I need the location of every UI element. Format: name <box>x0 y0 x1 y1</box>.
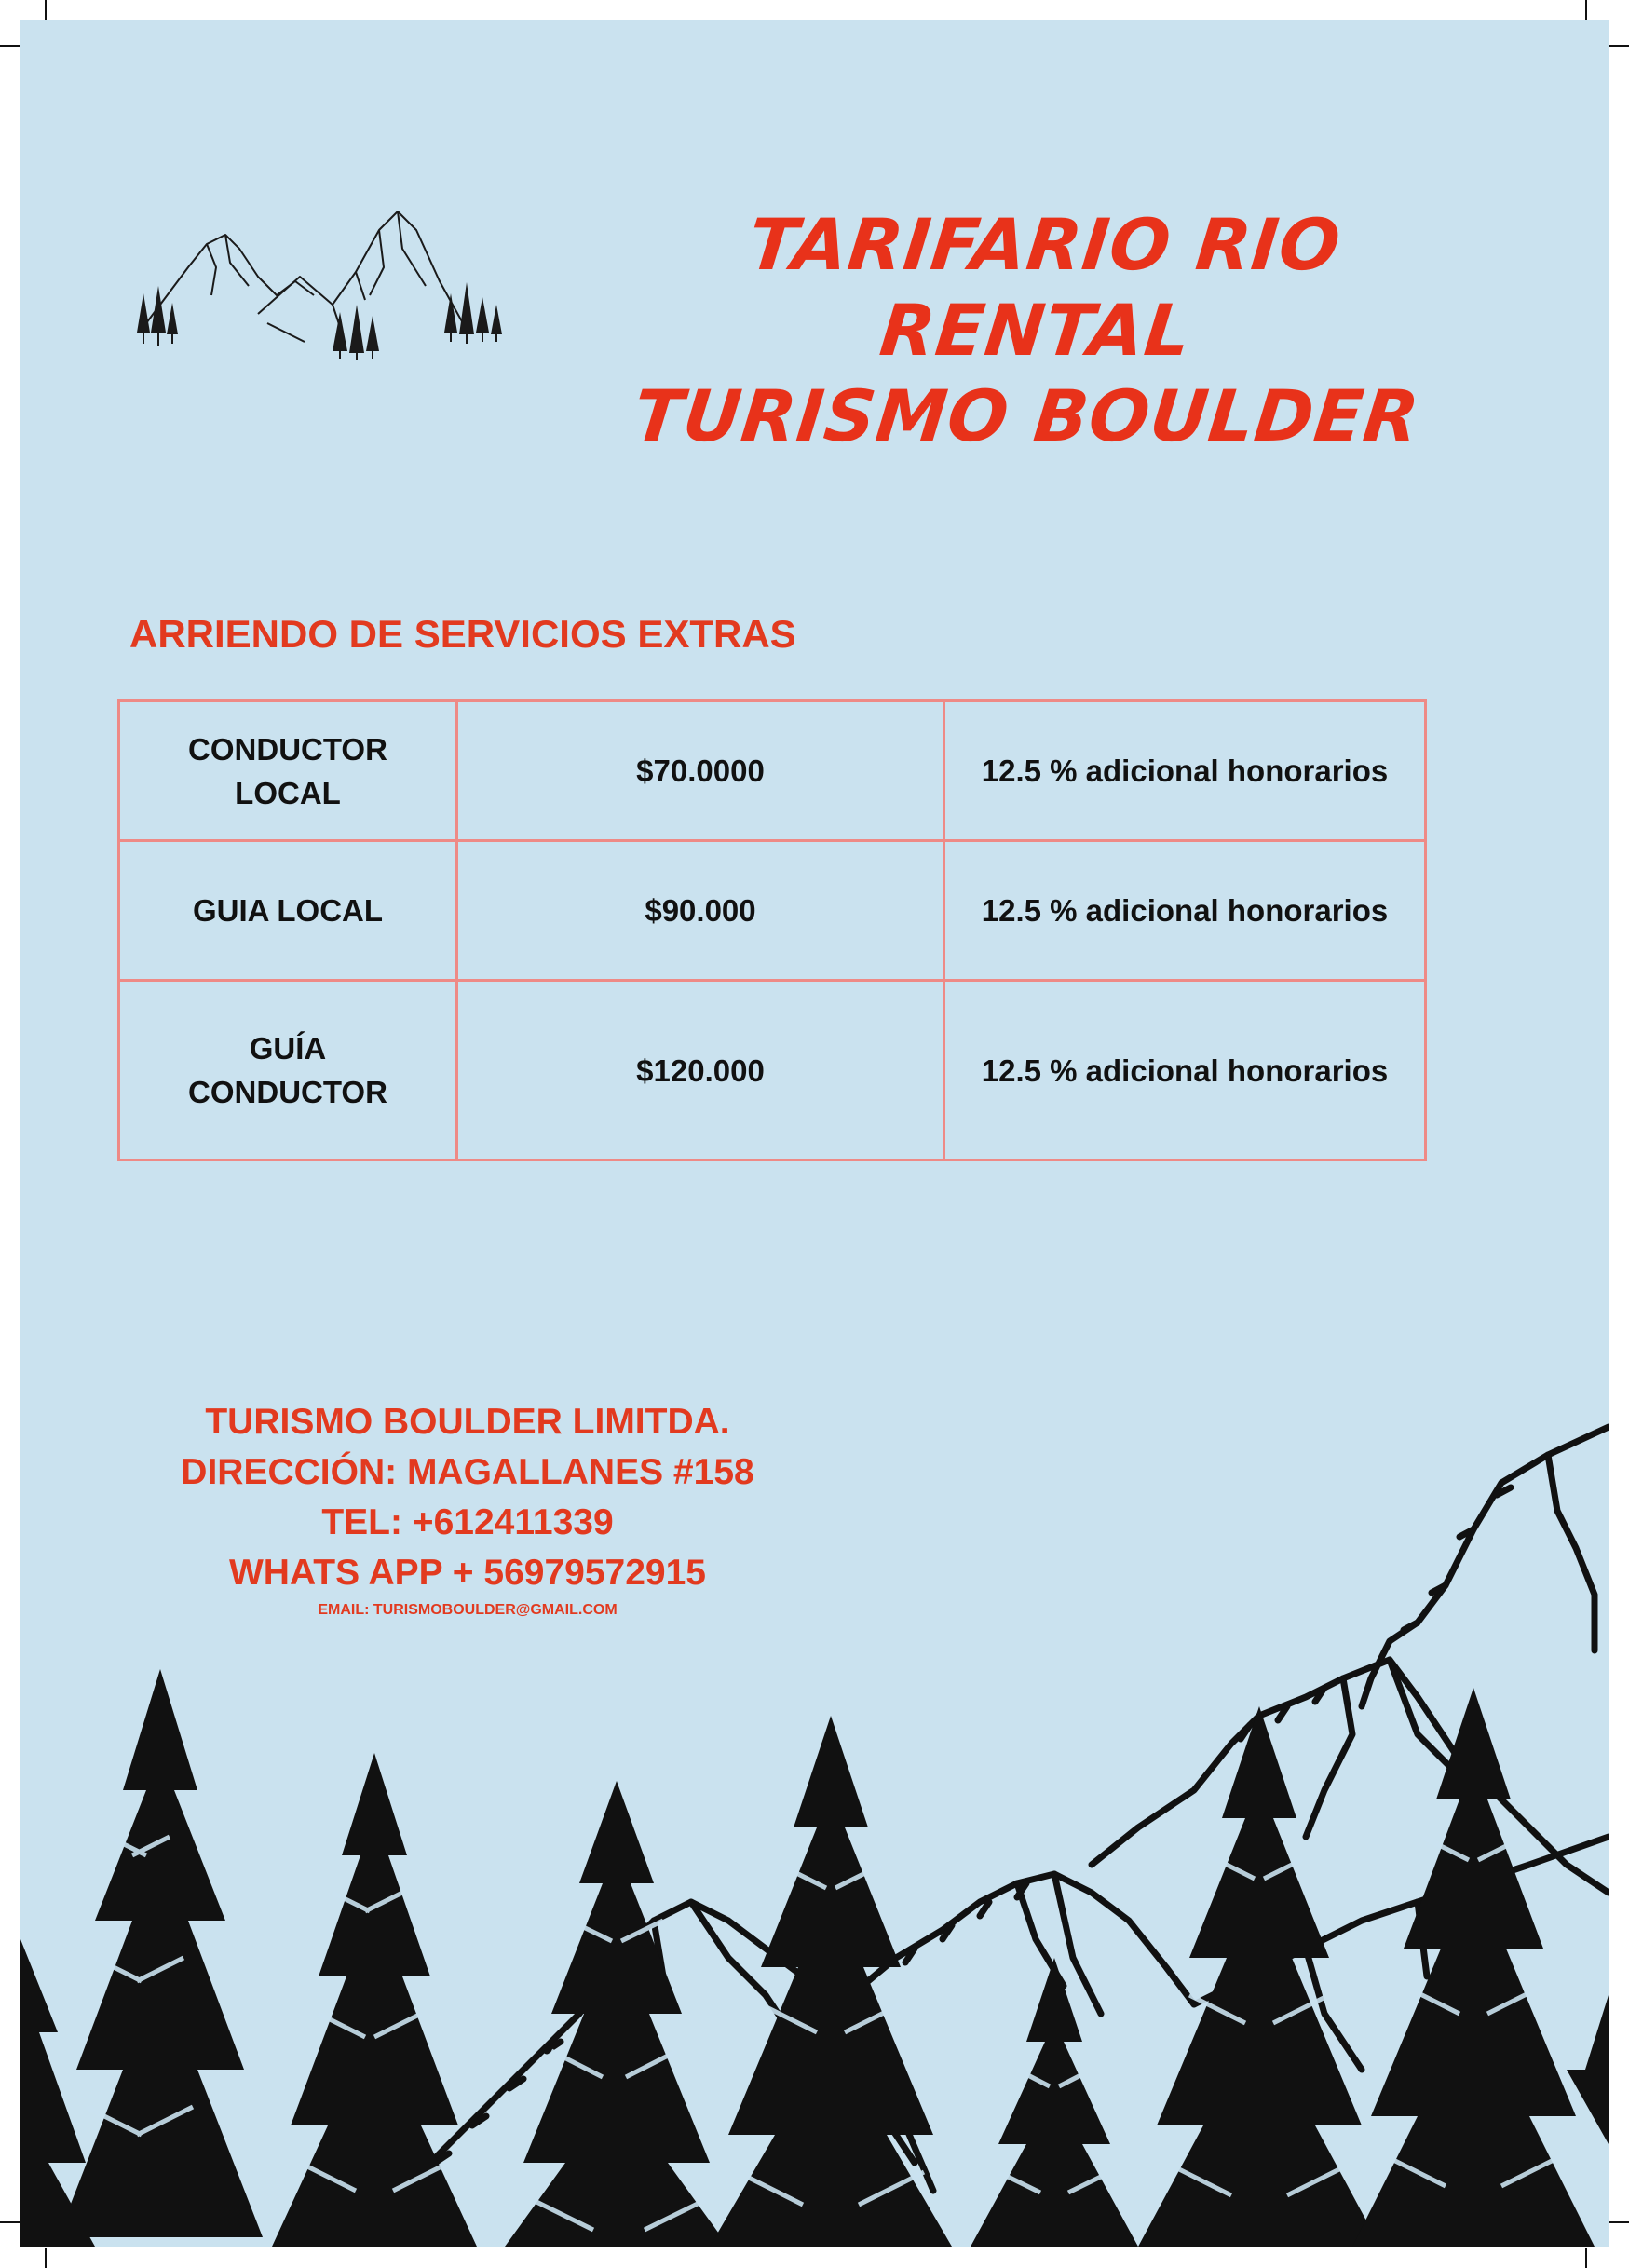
crop-mark <box>1609 2221 1629 2223</box>
title-line-2: TURISMO BOULDER <box>630 374 1424 457</box>
table-row <box>119 981 1426 1161</box>
price-cell: $120.000 <box>457 981 944 1161</box>
price-cell: $90.000 <box>457 841 944 981</box>
note-cell: 12.5 % adicional honorarios <box>944 841 1426 981</box>
email-text: EMAIL: TURISMOBOULDER@GMAIL.COM <box>318 1602 618 1618</box>
phone-text: TEL: +612411339 <box>321 1502 614 1542</box>
address-text: DIRECCIÓN: MAGALLANES #158 <box>181 1452 754 1492</box>
crop-mark <box>0 45 20 47</box>
section-heading: ARRIENDO DE SERVICIOS EXTRAS <box>129 612 796 656</box>
note-cell: 12.5 % adicional honorarios <box>944 981 1426 1161</box>
table-row <box>119 701 1426 841</box>
company-name: TURISMO BOULDER LIMITDA. <box>205 1402 730 1442</box>
note-cell: 12.5 % adicional honorarios <box>944 701 1426 841</box>
mountain-logo-icon <box>118 193 528 360</box>
crop-mark <box>45 0 47 20</box>
crop-mark <box>1585 0 1587 20</box>
service-name: CONDUCTOR <box>188 1075 387 1109</box>
service-name: CONDUCTOR <box>188 731 387 767</box>
contact-block <box>114 1397 821 1623</box>
service-name: LOCAL <box>235 775 341 810</box>
pine-tree-icon <box>58 1669 263 2237</box>
service-name: GUÍA <box>249 1031 327 1066</box>
service-cell <box>119 841 457 981</box>
page-title <box>603 202 1468 459</box>
service-cell <box>119 981 457 1161</box>
title-line-1: TARIFARIO RIO RENTAL <box>744 203 1345 372</box>
service-name: GUIA LOCAL <box>192 893 384 928</box>
crop-mark <box>1585 2248 1587 2268</box>
crop-mark <box>45 2248 47 2268</box>
price-cell: $70.0000 <box>457 701 944 841</box>
crop-mark <box>0 2221 20 2223</box>
flyer-page <box>20 20 1609 2247</box>
whatsapp-text: WHATS APP + 56979572915 <box>229 1553 706 1593</box>
service-cell <box>119 701 457 841</box>
table-row <box>119 841 1426 981</box>
rates-table <box>117 699 1427 1161</box>
crop-mark <box>1609 45 1629 47</box>
